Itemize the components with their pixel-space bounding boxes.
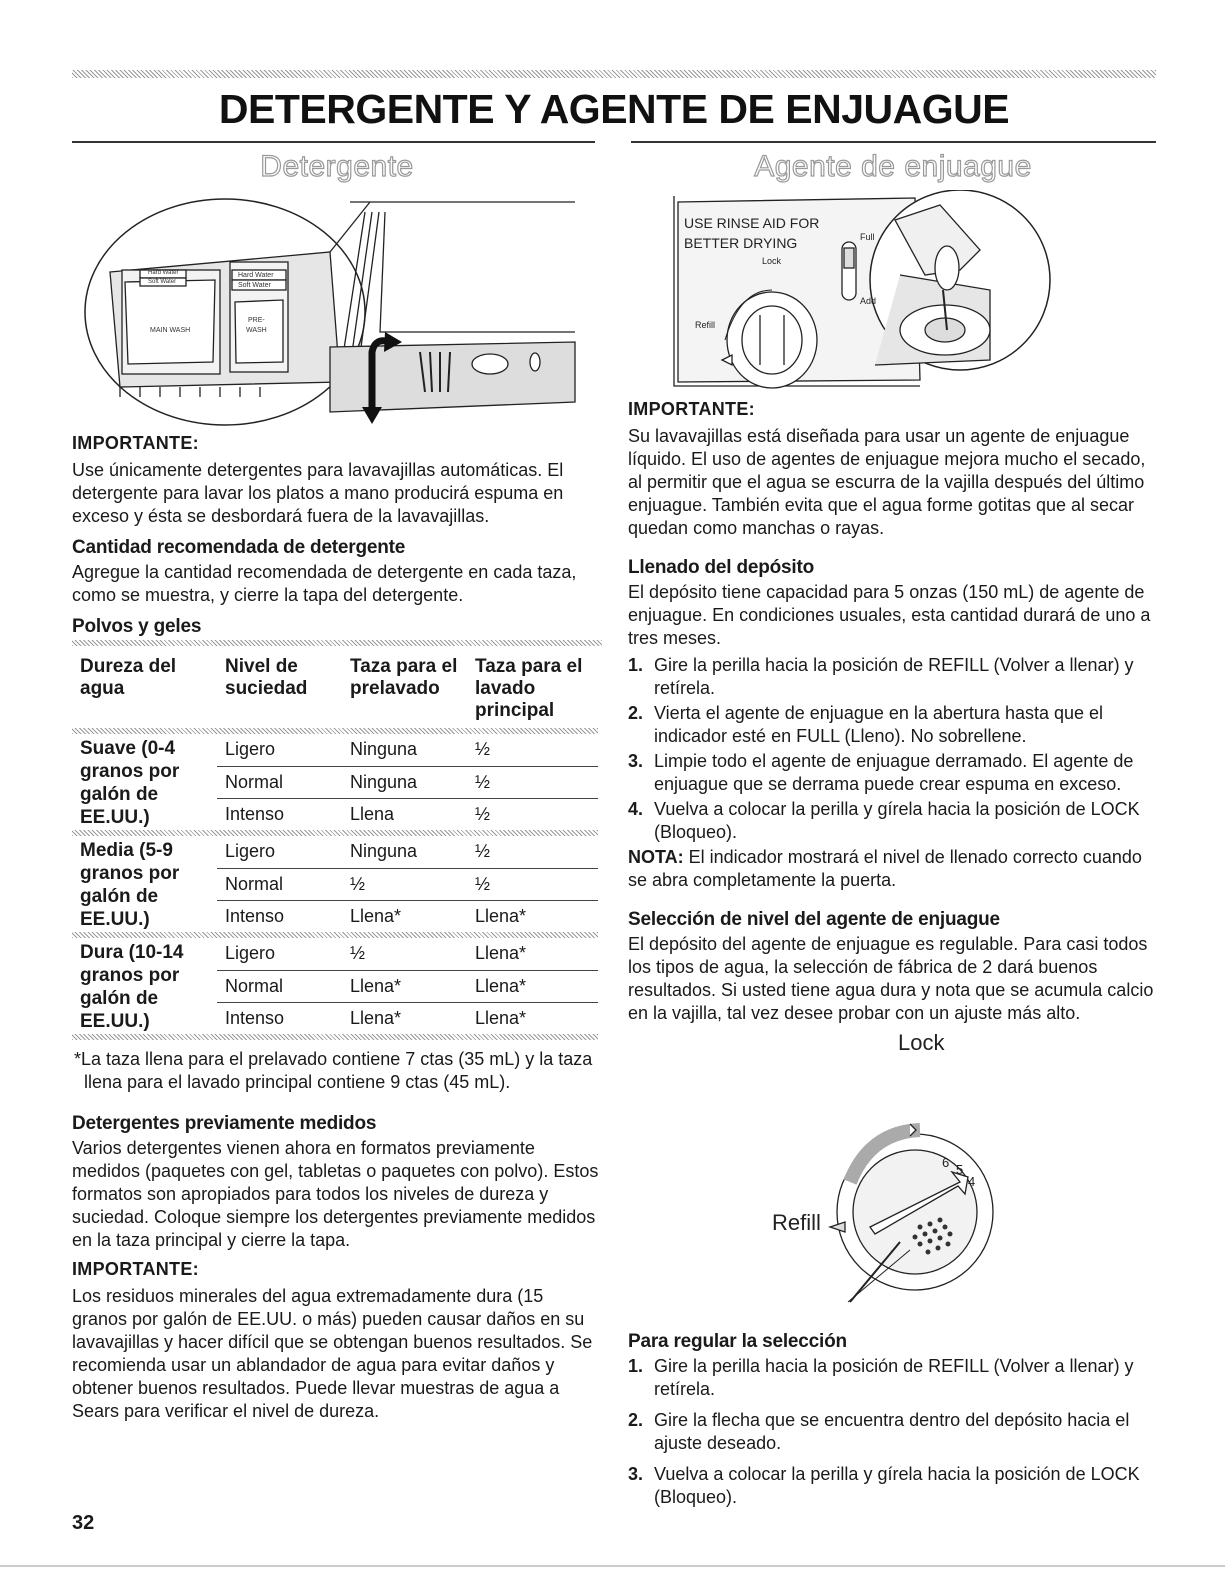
table-cell: Llena* — [467, 938, 598, 970]
list-item — [628, 702, 1158, 748]
step-text: Gire la perilla hacia la posición de REFILL (Volver a llenar) y retírela. — [654, 1356, 1134, 1399]
step-number: 3. — [628, 751, 644, 771]
use-rinse-aid-label: USE RINSE AID FOR — [684, 215, 820, 231]
table-cell: Llena* — [350, 905, 402, 926]
rinse-important-text: Su lavavajillas está diseñada para usar un agente de enjuague líquido. El uso de agentes de enjuague mejora mucho el secado, al permitir que el agua se escurra de la vajilla después del último enjuague. También evita que el agua forme gotitas que al secar quedan como manchas o rayas. — [628, 426, 1146, 538]
table-footnote: *La taza llena para el prelavado contiene 7 ctas (35 mL) y la taza llena para el lavado principal contiene 9 ctas (45 mL). — [74, 1049, 593, 1092]
soft-water-label-pre: Soft Water — [238, 282, 271, 289]
table-top-hatch — [72, 640, 602, 646]
table-cell: Llena* — [350, 1007, 402, 1028]
list-item — [628, 798, 1158, 844]
group-label-medium: Media (5-9 granos por galón de EE.UU.) — [80, 840, 180, 930]
amount-text: Agregue la cantidad recomendada de detergente en cada taza, como se muestra, y cierre la tapa del detergente. — [72, 562, 577, 605]
table-cell: ½ — [467, 734, 598, 766]
amount-heading: Cantidad recomendada de detergente — [72, 537, 406, 558]
level-heading: Selección de nivel del agente de enjuague — [628, 909, 1000, 930]
fill-text: El depósito tiene capacidad para 5 onzas (150 mL) de agente de enjuague. En condiciones usuales, esta cantidad durará de uno a tres meses. — [628, 582, 1151, 648]
fill-steps-list — [628, 654, 1158, 844]
table-cell: Ninguna — [342, 836, 467, 868]
table-cell: Llena* — [475, 905, 527, 926]
table-cell: Intenso — [225, 905, 285, 926]
header-prewash: Taza para el prelavado — [350, 656, 458, 699]
note-label: NOTA: — [628, 847, 684, 867]
lock-label-small: Lock — [762, 256, 782, 266]
level-text: El depósito del agente de enjuague es regulable. Para casi todos los tipos de agua, la selección de fábrica de 2 dará buenos resultados. Si usted tiene agua dura y nota que se acumula calcio en la vajilla, tal vez desee probar con un ajuste más alto. — [628, 934, 1154, 1023]
refill-label-small: Refill — [695, 320, 716, 330]
table-row — [72, 938, 598, 970]
adjust-steps-list — [628, 1355, 1158, 1509]
dial-digit-5: 5 — [956, 1162, 964, 1177]
rinse-important-label: IMPORTANTE: — [628, 399, 755, 419]
hard-water-label-main: Hard Water — [148, 270, 179, 276]
table-header-row — [72, 652, 598, 728]
fill-heading: Llenado del depósito — [628, 557, 815, 578]
main-wash-label: MAIN WASH — [150, 327, 191, 334]
adjust-heading: Para regular la selección — [628, 1331, 847, 1352]
prewash-label-1: PRE- — [248, 317, 265, 324]
rinse-aid-heading: Agente de enjuague — [754, 150, 1032, 183]
table-cell: ½ — [342, 868, 467, 900]
right-column-bottom — [628, 1322, 1158, 1511]
step-text: Gire la perilla hacia la posición de REFILL (Volver a llenar) y retírela. — [654, 655, 1134, 698]
table-cell: Normal — [217, 970, 342, 1002]
table-cell: Llena* — [342, 970, 467, 1002]
header-mainwash: Taza para el lavado principal — [475, 656, 583, 721]
group-label-hard: Dura (10-14 granos por galón de EE.UU.) — [80, 942, 184, 1032]
step-number: 4. — [628, 799, 644, 819]
better-drying-label: BETTER DRYING — [684, 235, 798, 251]
step-number: 1. — [628, 655, 644, 675]
table-cell: Llena* — [467, 970, 598, 1002]
rinse-aid-dial-illustration — [770, 1012, 1010, 1312]
step-number: 2. — [628, 703, 644, 723]
rinse-aid-dispenser-illustration — [660, 190, 1150, 390]
page-title: DETERGENTE Y AGENTE DE ENJUAGUE — [218, 86, 1010, 132]
table-cell: Ninguna — [342, 734, 467, 766]
important-text: Use únicamente detergentes para lavavajillas automáticas. El detergente para lavar los platos a mano producirá espuma en exceso y ésta se desbordará fuera de la lavavajillas. — [72, 460, 564, 526]
step-text: Vuelva a colocar la perilla y gírela hacia la posición de LOCK (Bloqueo). — [654, 1464, 1140, 1507]
table-cell: Llena — [350, 803, 395, 824]
powders-heading: Polvos y geles — [72, 616, 202, 637]
table-cell: Llena* — [475, 1007, 527, 1028]
table-cell: Ligero — [217, 836, 342, 868]
title-rule-right — [631, 141, 1156, 143]
step-number: 2. — [628, 1410, 644, 1430]
row-hatch — [72, 1034, 598, 1040]
table-row — [72, 734, 598, 766]
table-cell: ½ — [475, 803, 491, 824]
important-label: IMPORTANTE: — [72, 433, 199, 453]
dial-digit-6: 6 — [942, 1155, 950, 1170]
dial-lock-label: Lock — [898, 1030, 945, 1055]
table-cell: Normal — [217, 868, 342, 900]
step-text: Vierta el agente de enjuague en la abertura hasta que el indicador esté en FULL (Lleno). No sobrellene. — [654, 703, 1104, 746]
table-cell: Intenso — [225, 1007, 285, 1028]
header-soil: Nivel de suciedad — [225, 656, 308, 699]
premeasured-text: Varios detergentes vienen ahora en formatos previamente medidos (paquetes con gel, tabletas o paquetes con polvo). Estos formatos son apropiados para todos los niveles de dureza y suciedad. Coloque siempre los detergentes previamente medidos en la taza principal y cierre la tapa. — [72, 1138, 599, 1250]
table-cell: ½ — [467, 836, 598, 868]
table-cell: ½ — [342, 938, 467, 970]
detergent-dispenser-illustration — [80, 192, 600, 432]
step-text: Vuelva a colocar la perilla y gírela hacia la posición de LOCK (Bloqueo). — [654, 799, 1140, 842]
page-number: 32 — [72, 1512, 95, 1534]
table-row — [72, 836, 598, 868]
hard-water-label-pre: Hard Water — [238, 272, 274, 279]
table-cell: Ligero — [217, 734, 342, 766]
table-cell: Normal — [217, 766, 342, 798]
list-item — [628, 1463, 1158, 1509]
step-text: Limpie todo el agente de enjuague derramado. El agente de enjuague que se derrama puede crear espuma en exceso. — [654, 751, 1134, 794]
step-number: 3. — [628, 1464, 644, 1484]
step-text: Gire la flecha que se encuentra dentro del depósito hacia el ajuste deseado. — [654, 1410, 1130, 1453]
table-cell: ½ — [467, 868, 598, 900]
list-item — [628, 1409, 1158, 1455]
important2-text: Los residuos minerales del agua extremadamente dura (15 granos por galón de EE.UU. o más) pueden causar daños en su lavavajillas y hacer difícil que se obtengan buenos resultados. Se recomienda usar un ablandador de agua para evitar daños y obtener buenos resultados. Puede llevar muestras de agua a Sears para verificar el nivel de dureza. — [72, 1286, 593, 1421]
important2-label: IMPORTANTE: — [72, 1259, 199, 1279]
detergent-heading: Detergente — [260, 150, 414, 183]
full-label: Full — [860, 232, 875, 242]
header-hardness: Dureza del agua — [80, 656, 177, 699]
group-label-soft: Suave (0-4 granos por galón de EE.UU.) — [80, 738, 180, 828]
table-cell: Intenso — [225, 803, 285, 824]
title-rule-left — [72, 141, 595, 143]
dial-digit-4: 4 — [968, 1174, 976, 1189]
note-text: El indicador mostrará el nivel de llenado correcto cuando se abra completamente la puerta. — [628, 847, 1142, 890]
list-item — [628, 654, 1158, 700]
left-column — [72, 432, 602, 1427]
add-label: Add — [860, 296, 877, 306]
bottom-rule — [0, 1565, 1225, 1567]
soft-water-label-main: Soft Water — [148, 279, 177, 285]
top-hatch-bar — [72, 70, 1156, 78]
step-number: 1. — [628, 1356, 644, 1376]
dial-refill-label: Refill — [772, 1210, 821, 1235]
list-item — [628, 750, 1158, 796]
table-cell: Ligero — [217, 938, 342, 970]
table-cell: Ninguna — [342, 766, 467, 798]
table-cell: ½ — [467, 766, 598, 798]
right-column — [628, 398, 1158, 1029]
note — [628, 846, 1158, 892]
detergent-table — [72, 652, 598, 1040]
list-item — [628, 1355, 1158, 1401]
premeasured-heading: Detergentes previamente medidos — [72, 1113, 377, 1134]
prewash-label-2: WASH — [246, 327, 267, 334]
